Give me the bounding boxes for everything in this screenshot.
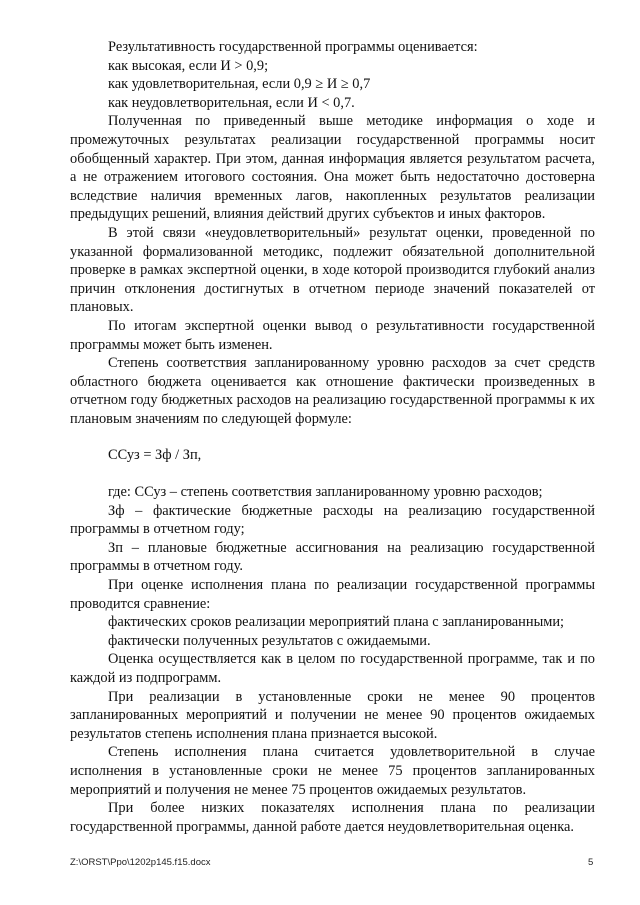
formula: ССуз = Зф / Зп, xyxy=(108,447,202,464)
intro-line: Результативность государственной программы оценивается: xyxy=(108,39,478,55)
paragraph: Степень исполнения плана считается удовлетворительной в случае исполнения в установленные сроки не менее 75 процентов запланированных мероприятий и получения не менее 75 процентов ожидаемых результатов. xyxy=(70,744,595,798)
rating-satisfactory-line: как удовлетворительная, если 0,9 ≥ И ≥ 0,7 xyxy=(108,76,371,93)
rating-unsatisfactory-line: как неудовлетворительная, если И < 0,7. xyxy=(108,94,355,111)
comparison-item: фактических сроков реализации мероприятий плана с запланированными; xyxy=(108,614,565,631)
paragraph: Степень соответствия запланированному уровню расходов за счет средств областного бюджета оценивается как отношение фактически произведенных в отчетном году бюджетных расходов на реализацию государственной программы к их плановым значениям по следующей формуле: xyxy=(70,355,595,427)
footer-file-path: Z:\ORST\Ppo\1202p145.f15.docx xyxy=(70,857,211,868)
paragraph: При реализации в установленные сроки не менее 90 процентов запланированных мероприятий и получении не менее 90 процентов ожидаемых результатов степень исполнения плана признается высокой. xyxy=(70,688,595,742)
comparison-intro: При оценке исполнения плана по реализации государственной программы проводится сравнение: xyxy=(70,577,595,612)
document-body xyxy=(70,38,595,836)
where-definition: где: ССуз – степень соответствия запланированному уровню расходов; xyxy=(108,484,543,501)
where-definition: Зп – плановые бюджетные ассигнования на реализацию государственной программы в отчетном году. xyxy=(70,539,595,575)
rating-high-line: как высокая, если И > 0,9; xyxy=(108,57,269,74)
paragraph: При более низких показателях исполнения плана по реализации государственной программы, данной работе дается неудовлетворительная оценка. xyxy=(70,800,595,835)
paragraph: В этой связи «неудовлетворительный» результат оценки, проведенной по указанной формализованной методикс, подлежит обязательной дополнительной проверке в рамках экспертной оценки, в ходе которой производится глубокий анализ причин отклонения достигнутых в отчетном периоде значений показателей от плановых. xyxy=(70,224,595,316)
paragraph: Полученная по приведенный выше методике информация о ходе и промежуточных результатах реализации государственной программы носит обобщенный характер. При этом, данная информация является результатом расчета, а не отражением итогового состояния. Она может быть недостаточно достоверна вследствие наличия временных лагов, накопленных результатов реализации предыдущих решений, влияния действий других субъектов и иных факторов. xyxy=(70,113,595,223)
page-number: 5 xyxy=(588,857,594,868)
where-definition: Зф – фактические бюджетные расходы на реализацию государственной программы в отчетном году; xyxy=(70,502,595,538)
paragraph: Оценка осуществляется как в целом по государственной программе, так и по каждой из подпрограмм. xyxy=(70,651,595,686)
paragraph: По итогам экспертной оценки вывод о результативности государственной программы может быть изменен. xyxy=(70,317,595,353)
comparison-item: фактически полученных результатов с ожидаемыми. xyxy=(108,632,431,649)
